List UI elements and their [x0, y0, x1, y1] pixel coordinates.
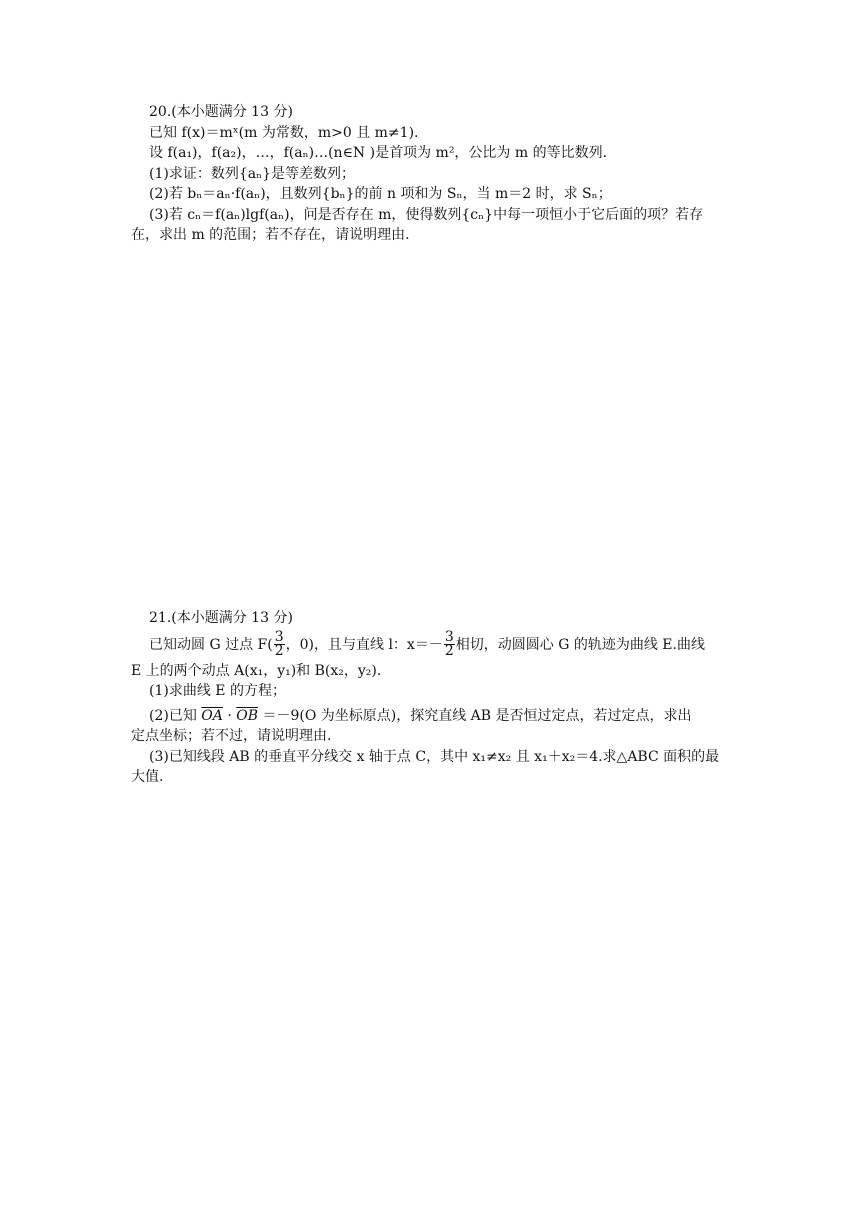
- problem-20-line-1: 已知 f(x)＝mˣ(m 为常数，m>0 且 m≠1).: [149, 124, 419, 141]
- fraction-3-over-2-neg: $\frac{3}{2}$: [444, 629, 454, 659]
- problem-21-intro-b: ，0)，且与直线 l：x＝－: [285, 636, 443, 653]
- problem-20: [131, 102, 731, 246]
- problem-21-question-2-b: 定点坐标；若不过，请说明理由.: [131, 728, 332, 744]
- problem-20-question-2: (2)若 bₙ＝aₙ·f(aₙ)，且数列{bₙ}的前 n 项和为 Sₙ，当 m＝2 时，求 Sₙ；: [149, 186, 612, 202]
- problem-21-question-1: (1)求曲线 E 的方程；: [149, 683, 286, 699]
- problem-21-intro-a: 已知动圆 G 过点 F(: [149, 636, 273, 653]
- problem-20-line-2: 设 f(a₁)，f(a₂)，…，f(aₙ)…(n∈N )是首项为 m²，公比为 m 的等比数列.: [149, 145, 608, 161]
- problem-20-question-3-b: 在，求出 m 的范围；若不存在，请说明理由.: [131, 227, 410, 243]
- problem-20-question-1: (1)求证：数列{aₙ}是等差数列；: [149, 165, 356, 182]
- vector-ob: $\overline{OB}$: [236, 707, 258, 724]
- vector-oa: $\overline{OA}$: [201, 707, 223, 724]
- problem-20-question-3-a: (3)若 cₙ＝f(aₙ)lgf(aₙ)，问是否存在 m，使得数列{cₙ}中每一项恒小于它后面的项？若存: [149, 206, 704, 223]
- fraction-3-over-2: $\frac{3}{2}$: [274, 629, 284, 659]
- problem-21-intro-d: E 上的两个动点 A(x₁，y₁)和 B(x₂，y₂).: [131, 662, 382, 679]
- problem-21-intro: [131, 629, 731, 661]
- problem-21-intro-c: 相切，动圆圆心 G 的轨迹为曲线 E.曲线: [455, 636, 705, 653]
- problem-21: [131, 608, 731, 788]
- problem-21-question-3-a: (3)已知线段 AB 的垂直平分线交 x 轴于点 C，其中 x₁≠x₂ 且 x₁＋x₂＝4.求△ABC 面积的最: [149, 748, 720, 765]
- problem-21-question-3-b: 大值.: [131, 769, 164, 785]
- problem-21-question-2: (2)已知 $\overline{OA} \cdot \overline{OB} =-9(O$ 为坐标原点)，探究直线 AB 是否恒过定点，若过定点，求出: [149, 707, 692, 724]
- problem-20-header: 20.(本小题满分 13 分): [149, 104, 293, 120]
- problem-21-header: 21.(本小题满分 13 分): [149, 610, 293, 626]
